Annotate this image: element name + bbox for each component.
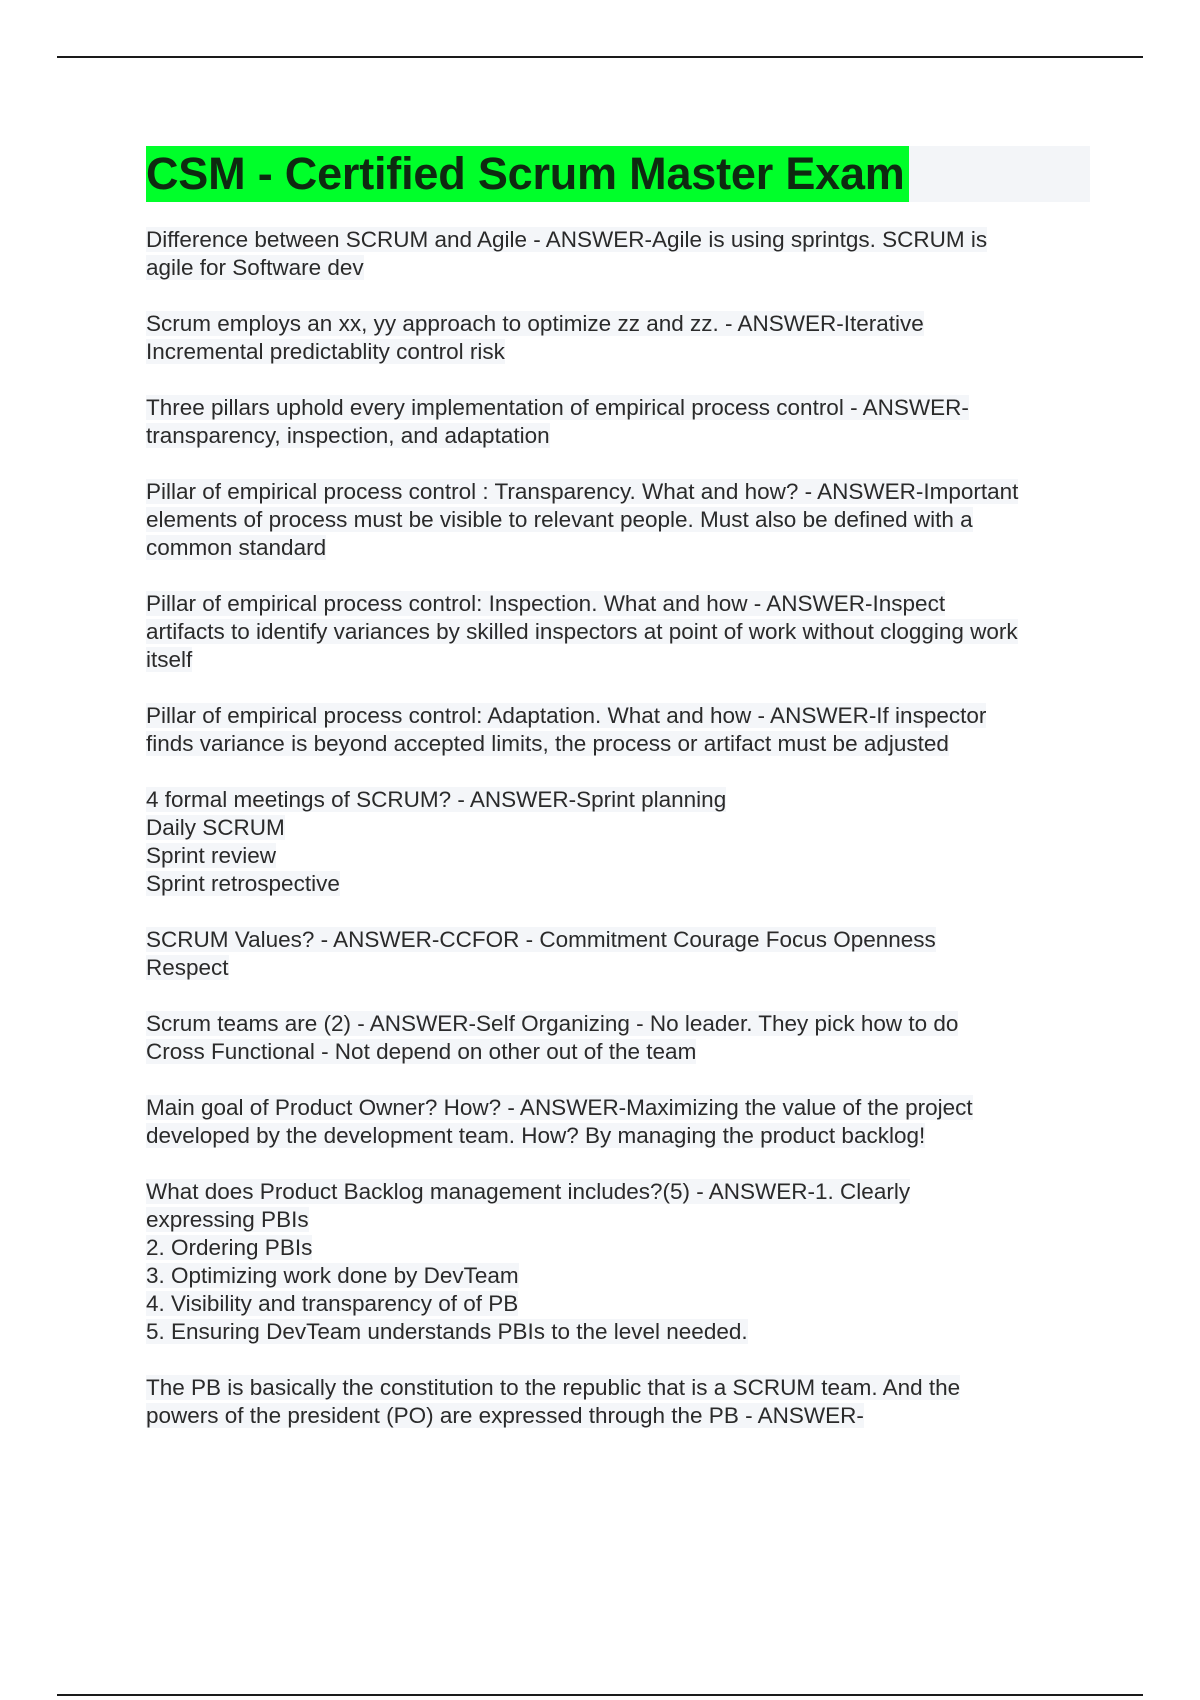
qa-line-text: agile for Software dev: [146, 255, 364, 280]
qa-line: [146, 1374, 1090, 1402]
document-body: [146, 146, 1090, 1458]
qa-line: [146, 310, 1090, 338]
qa-line-text: 3. Optimizing work done by DevTeam: [146, 1263, 519, 1288]
qa-line: [146, 1178, 1090, 1206]
qa-line-text: Cross Functional - Not depend on other out of the team: [146, 1039, 697, 1064]
qa-line-text: Daily SCRUM: [146, 815, 285, 840]
document-title: CSM - Certified Scrum Master Exam: [146, 146, 909, 202]
qa-line-text: Scrum teams are (2) - ANSWER-Self Organizing - No leader. They pick how to do: [146, 1011, 959, 1036]
qa-line: [146, 1402, 1090, 1430]
qa-item: [146, 226, 1090, 282]
qa-line: [146, 954, 1090, 982]
qa-line-text: developed by the development team. How? By managing the product backlog!: [146, 1123, 926, 1148]
qa-item: [146, 926, 1090, 982]
qa-item: [146, 1094, 1090, 1150]
qa-line: [146, 1234, 1090, 1262]
qa-line-text: 2. Ordering PBIs: [146, 1235, 313, 1260]
qa-line: [146, 1318, 1090, 1346]
qa-line: [146, 1122, 1090, 1150]
qa-line-text: common standard: [146, 535, 327, 560]
qa-line-text: Difference between SCRUM and Agile - ANSWER-Agile is using sprintgs. SCRUM is: [146, 227, 988, 252]
qa-line-text: Pillar of empirical process control: Adaptation. What and how - ANSWER-If inspector: [146, 703, 987, 728]
title-bar: [146, 146, 1090, 202]
qa-line: [146, 926, 1090, 954]
qa-line-text: elements of process must be visible to relevant people. Must also be defined with a: [146, 507, 973, 532]
qa-line: [146, 702, 1090, 730]
qa-item: [146, 702, 1090, 758]
qa-line: [146, 1038, 1090, 1066]
qa-line-text: Three pillars uphold every implementation of empirical process control - ANSWER-: [146, 395, 969, 420]
qa-line: [146, 814, 1090, 842]
qa-item: [146, 1178, 1090, 1346]
qa-line: [146, 1206, 1090, 1234]
qa-list: [146, 226, 1090, 1430]
qa-line-text: Main goal of Product Owner? How? - ANSWER-Maximizing the value of the project: [146, 1095, 973, 1120]
qa-line: [146, 1262, 1090, 1290]
qa-line-text: What does Product Backlog management includes?(5) - ANSWER-1. Clearly: [146, 1179, 911, 1204]
qa-line: [146, 786, 1090, 814]
qa-line-text: itself: [146, 647, 193, 672]
qa-line-text: Respect: [146, 955, 229, 980]
qa-item: [146, 786, 1090, 898]
qa-line-text: 4. Visibility and transparency of of PB: [146, 1291, 519, 1316]
qa-line: [146, 338, 1090, 366]
qa-line-text: 4 formal meetings of SCRUM? - ANSWER-Sprint planning: [146, 787, 727, 812]
qa-line: [146, 870, 1090, 898]
qa-item: [146, 1010, 1090, 1066]
qa-line: [146, 1290, 1090, 1318]
qa-line: [146, 1094, 1090, 1122]
qa-line: [146, 1010, 1090, 1038]
qa-line-text: Pillar of empirical process control: Inspection. What and how - ANSWER-Inspect: [146, 591, 946, 616]
bottom-rule: [57, 1694, 1143, 1696]
qa-line: [146, 394, 1090, 422]
qa-line: [146, 646, 1090, 674]
qa-item: [146, 590, 1090, 674]
qa-line-text: artifacts to identify variances by skilled inspectors at point of work without clogging work: [146, 619, 1018, 644]
qa-line: [146, 590, 1090, 618]
qa-line-text: finds variance is beyond accepted limits, the process or artifact must be adjusted: [146, 731, 949, 756]
qa-line: [146, 534, 1090, 562]
qa-line: [146, 842, 1090, 870]
qa-line-text: Incremental predictablity control risk: [146, 339, 505, 364]
qa-line: [146, 506, 1090, 534]
qa-line: [146, 478, 1090, 506]
qa-line-text: 5. Ensuring DevTeam understands PBIs to the level needed.: [146, 1319, 748, 1344]
qa-line-text: powers of the president (PO) are expressed through the PB - ANSWER-: [146, 1403, 864, 1428]
qa-line-text: The PB is basically the constitution to the republic that is a SCRUM team. And the: [146, 1375, 961, 1400]
qa-line: [146, 730, 1090, 758]
qa-line-text: Sprint retrospective: [146, 871, 340, 896]
qa-item: [146, 478, 1090, 562]
qa-line-text: transparency, inspection, and adaptation: [146, 423, 550, 448]
qa-line: [146, 254, 1090, 282]
qa-line-text: Sprint review: [146, 843, 277, 868]
qa-line: [146, 226, 1090, 254]
qa-item: [146, 1374, 1090, 1430]
qa-line: [146, 618, 1090, 646]
top-rule: [57, 56, 1143, 58]
qa-line-text: SCRUM Values? - ANSWER-CCFOR - Commitment Courage Focus Openness: [146, 927, 936, 952]
qa-line: [146, 422, 1090, 450]
qa-line-text: Scrum employs an xx, yy approach to optimize zz and zz. - ANSWER-Iterative: [146, 311, 924, 336]
qa-item: [146, 310, 1090, 366]
qa-line-text: expressing PBIs: [146, 1207, 309, 1232]
qa-line-text: Pillar of empirical process control : Transparency. What and how? - ANSWER-Important: [146, 479, 1019, 504]
qa-item: [146, 394, 1090, 450]
